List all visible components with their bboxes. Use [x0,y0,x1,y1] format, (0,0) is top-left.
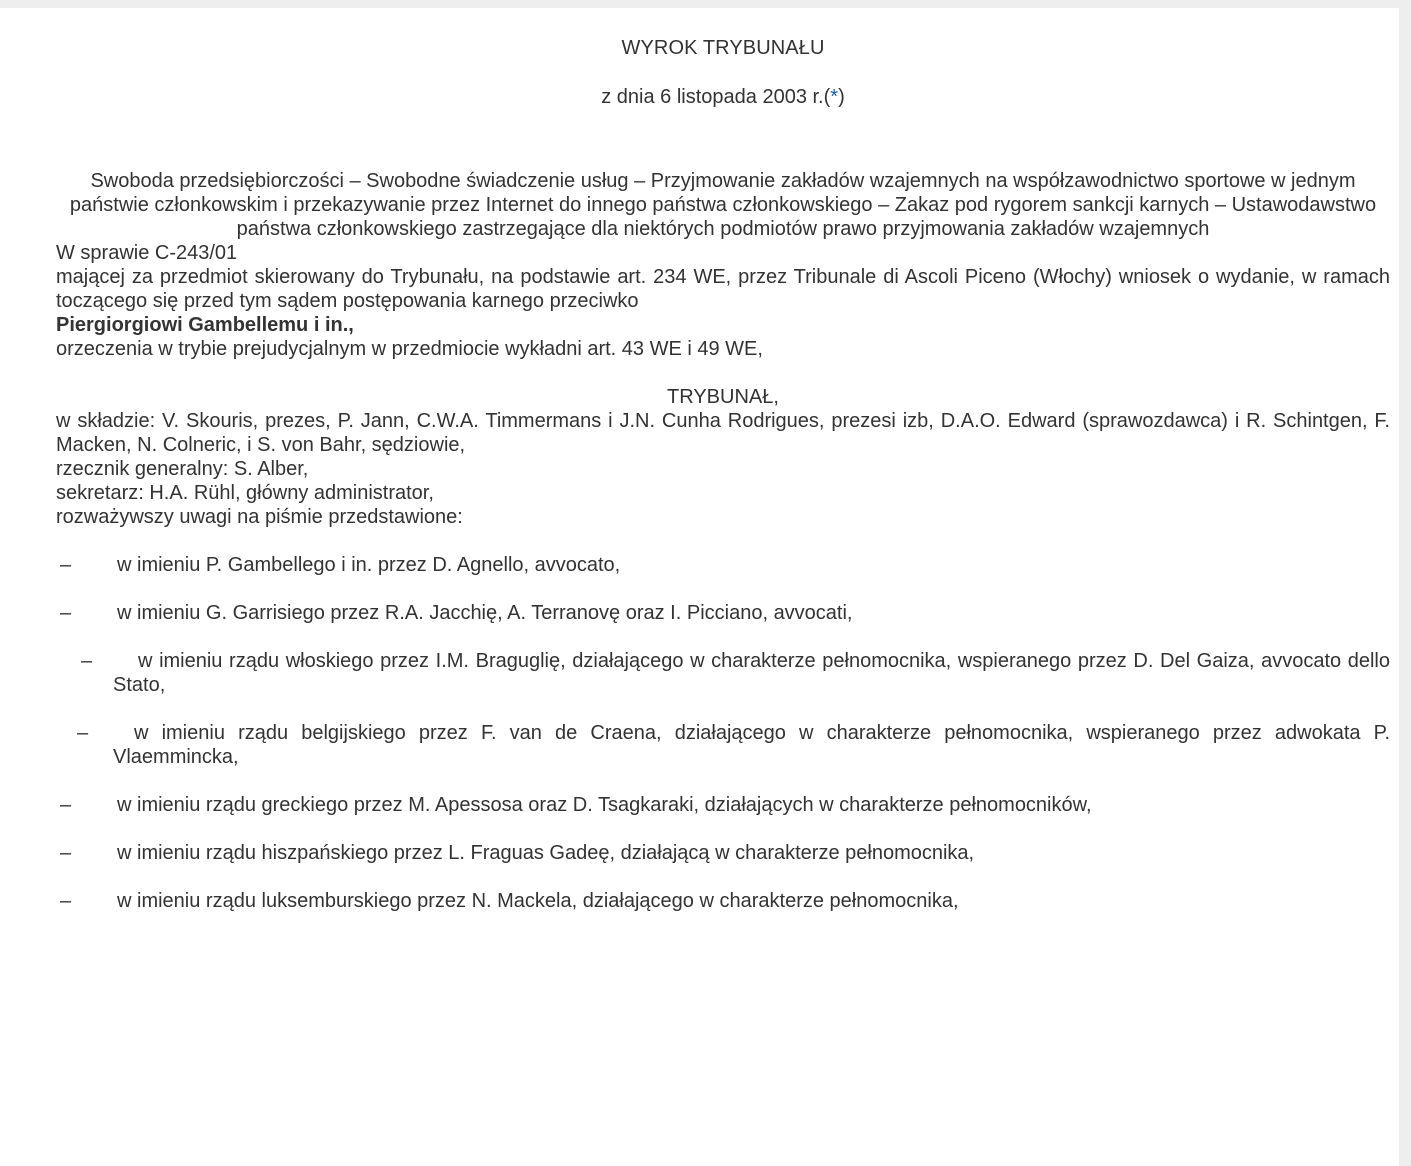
ruling-subject: orzeczenia w trybie prejudycjalnym w przedmiocie wykładni art. 43 WE i 49 WE, [56,338,763,360]
case-reference: W sprawie C-243/01 [56,242,238,264]
list-dash: – [77,722,89,744]
judgment-title: WYROK TRYBUNAŁU [621,37,825,59]
judgment-date-text: z dnia 6 listopada 2003 r.( [601,86,831,108]
document-page [0,8,1399,1166]
observation-text: w imieniu G. Garrisiego przez R.A. Jacchię, A. Terranovę oraz I. Picciano, avvocati, [117,602,853,624]
keywords-summary: Swoboda przedsiębiorczości – Swobodne świadczenie usług – Przyjmowanie zakładów wzajemnych na współzawodnictwo sportowe w jednym państwie członkowskim i przekazywanie przez Internet do innego państwa członkowskiego – Zakaz pod rygorem sankcji karnych – Ustawodawstwo państwa członkowskiego zastrzegające dla niektórych podmiotów prawo przyjmowania zakładów wzajemnych [69,170,1377,240]
observation-item [56,793,1390,817]
observation-text: w imieniu rządu luksemburskiego przez N. Mackela, działającego w charakterze pełnomocnika, [117,890,959,912]
observation-item [56,841,1390,865]
list-dash: – [60,602,72,624]
considering-line: rozważywszy uwagi na piśmie przedstawione: [56,506,463,528]
observation-item [56,553,1390,577]
observation-text: w imieniu rządu belgijskiego przez F. van de Craena, działającego w charakterze pełnomocnika, wspieranego przez adwokata P. Vlaemmincka, [113,722,1390,768]
observation-item [56,889,1390,913]
list-dash: – [60,890,72,912]
observation-text: w imieniu P. Gambellego i in. przez D. Agnello, avvocato, [117,554,621,576]
list-dash: – [60,554,72,576]
registrar: sekretarz: H.A. Rühl, główny administrator, [56,482,434,504]
observation-text: w imieniu rządu włoskiego przez I.M. Braguglię, działającego w charakterze pełnomocnika, wspieranego przez D. Del Gaiza, avvocato dello Stato, [113,650,1390,696]
court-heading: TRYBUNAŁ, [667,386,779,408]
judgment-date [56,85,1390,109]
list-dash: – [60,794,72,816]
observation-item [56,601,1390,625]
reference-subject: mającej za przedmiot skierowany do Trybunału, na podstawie art. 234 WE, przez Tribunale di Ascoli Piceno (Włochy) wniosek o wydanie, w ramach toczącego się przed tym sądem postępowania karnego przeciwko [56,266,1390,312]
observation-text: w imieniu rządu hiszpańskiego przez L. Fraguas Gadeę, działającą w charakterze pełnomocnika, [117,842,975,864]
list-dash: – [81,650,93,672]
court-composition: w składzie: V. Skouris, prezes, P. Jann, C.W.A. Timmermans i J.N. Cunha Rodrigues, prezesi izb, D.A.O. Edward (sprawozdawca) i R. Schintgen, F. Macken, N. Colneric, i S. von Bahr, sędziowie, [56,410,1390,456]
observation-item [56,649,1390,697]
advocate-general: rzecznik generalny: S. Alber, [56,458,309,480]
judgment-date-close: ) [838,86,845,108]
footnote-link[interactable]: * [830,86,839,108]
observation-item [56,721,1390,769]
observation-text: w imieniu rządu greckiego przez M. Apessosa oraz D. Tsagkaraki, działających w charakterze pełnomocników, [117,794,1092,816]
list-dash: – [60,842,72,864]
party-name: Piergiorgiowi Gambellemu i in., [56,314,354,336]
